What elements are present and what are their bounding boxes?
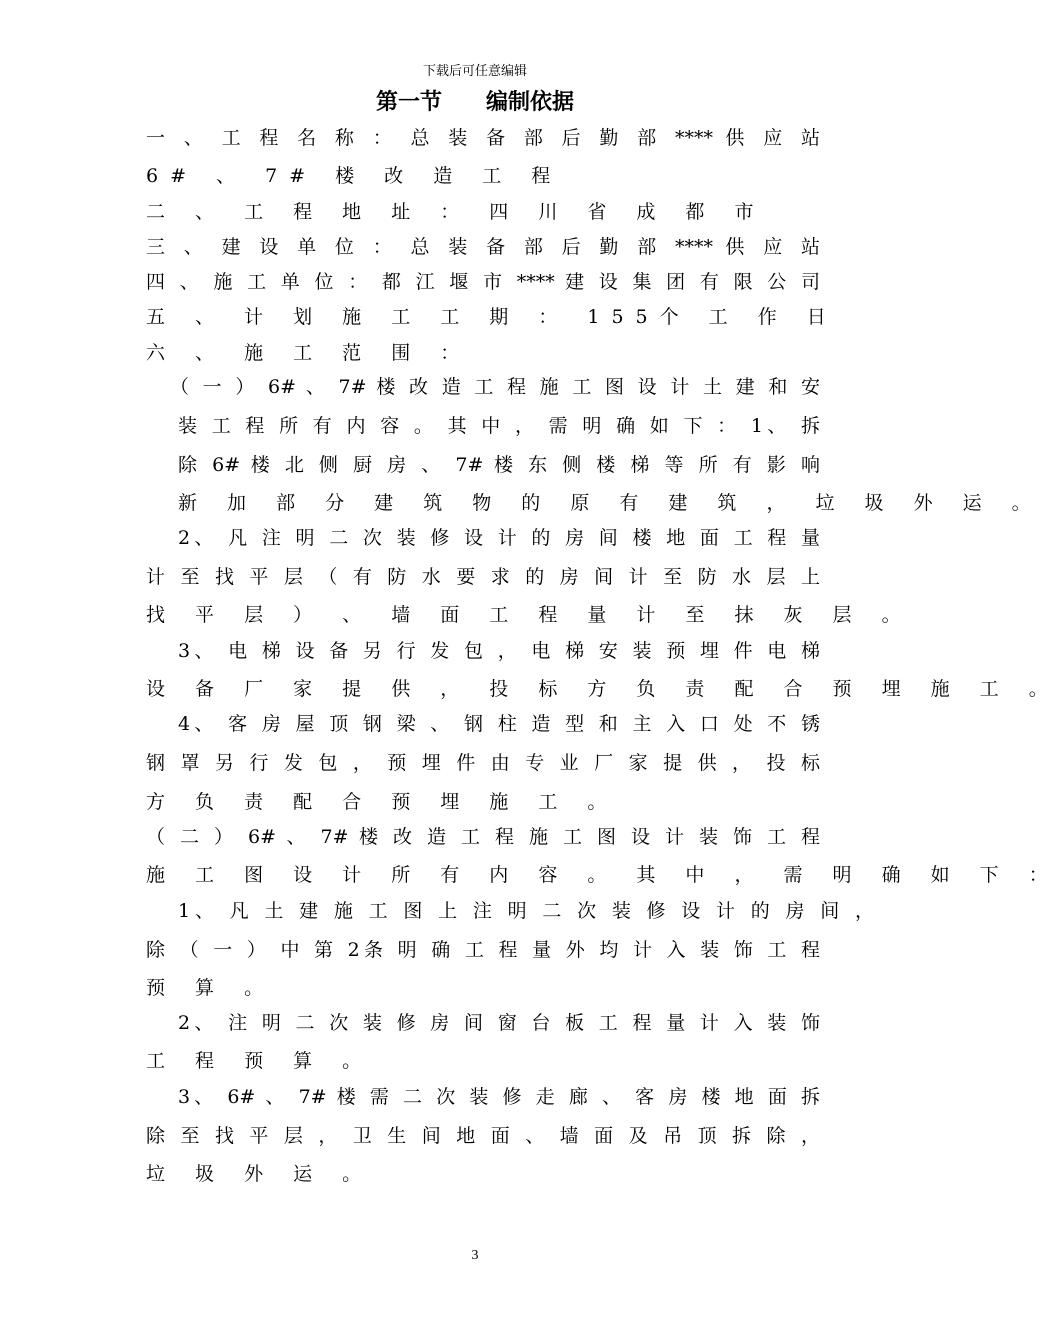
paragraph-line: 新 加 部 分 建 筑 物 的 原 有 建 筑 ， 垃 圾 外 运 。 [178, 492, 1043, 514]
paragraph-line: （ 一 ） 6# 、 7# 楼 改 造 工 程 施 工 图 设 计 土 建 和 安 [170, 376, 820, 398]
paragraph-line: 设 备 厂 家 提 供 ， 投 标 方 负 责 配 合 预 埋 施 工 。 [146, 678, 1060, 700]
line-owner: 三 、 建 设 单 位 ： 总 装 备 部 后 勤 部 **** 供 应 站 [146, 236, 820, 258]
line-project-address: 二 、 工 程 地 址 ： 四 川 省 成 都 市 [146, 201, 766, 223]
paragraph-line: 预 算 。 [146, 977, 276, 999]
line-contractor: 四 、 施 工 单 位 ： 都 江 堰 市 **** 建 设 集 团 有 限 公 司 [146, 271, 820, 293]
line-schedule: 五 、 计 划 施 工 工 期 ： 155个 工 作 日 [146, 306, 838, 328]
page-number: 3 [471, 1248, 479, 1263]
paragraph-line: 1、 凡 土 建 施 工 图 上 注 明 二 次 装 修 设 计 的 房 间 ， [178, 900, 874, 922]
paragraph-line: 3、 电 梯 设 备 另 行 发 包 ， 电 梯 安 装 预 埋 件 电 梯 [178, 640, 820, 662]
paragraph-line: 钢 罩 另 行 发 包 ， 预 埋 件 由 专 业 厂 家 提 供 ， 投 标 [146, 752, 820, 774]
line-project-name: 一 、 工 程 名 称 ： 总 装 备 部 后 勤 部 **** 供 应 站 [146, 127, 820, 149]
paragraph-line: 2、 凡 注 明 二 次 装 修 设 计 的 房 间 楼 地 面 工 程 量 [178, 527, 820, 549]
line-project-name-cont: 6# 、 7# 楼 改 造 工 程 [146, 165, 563, 187]
section-title: 第一节 编制依据 [375, 90, 574, 115]
header-note: 下载后可任意编辑 [422, 64, 527, 79]
paragraph-line: 计 至 找 平 层 （ 有 防 水 要 求 的 房 间 计 至 防 水 层 上 [146, 566, 820, 588]
paragraph-line: 3、 6# 、 7# 楼 需 二 次 装 修 走 廊 、 客 房 楼 地 面 拆 [178, 1086, 820, 1108]
paragraph-line: 工 程 预 算 。 [146, 1050, 374, 1072]
paragraph-line: 2、 注 明 二 次 装 修 房 间 窗 台 板 工 程 量 计 入 装 饰 [178, 1012, 820, 1034]
paragraph-line: 4、 客 房 屋 顶 钢 梁 、 钢 柱 造 型 和 主 入 口 处 不 锈 [178, 713, 820, 735]
paragraph-line: 找 平 层 ） 、 墙 面 工 程 量 计 至 抹 灰 层 。 [146, 604, 913, 626]
paragraph-line: 施 工 图 设 计 所 有 内 容 。 其 中 ， 需 明 确 如 下 ： [146, 864, 1060, 886]
paragraph-line: （ 二 ） 6# 、 7# 楼 改 造 工 程 施 工 图 设 计 装 饰 工 程 [146, 826, 820, 848]
paragraph-line: 除 （ 一 ） 中 第 2条 明 确 工 程 量 外 均 计 入 装 饰 工 程 [146, 939, 820, 961]
paragraph-line: 除 6# 楼 北 侧 厨 房 、 7# 楼 东 侧 楼 梯 等 所 有 影 响 [178, 454, 820, 476]
paragraph-line: 装 工 程 所 有 内 容 。 其 中 ， 需 明 确 如 下 ： 1、 拆 [178, 415, 820, 437]
line-scope-heading: 六 、 施 工 范 围 ： [146, 342, 472, 364]
paragraph-line: 除 至 找 平 层 ， 卫 生 间 地 面 、 墙 面 及 吊 顶 拆 除 ， [146, 1125, 820, 1147]
paragraph-line: 方 负 责 配 合 预 埋 施 工 。 [146, 791, 619, 813]
paragraph-line: 垃 圾 外 运 。 [146, 1163, 374, 1185]
